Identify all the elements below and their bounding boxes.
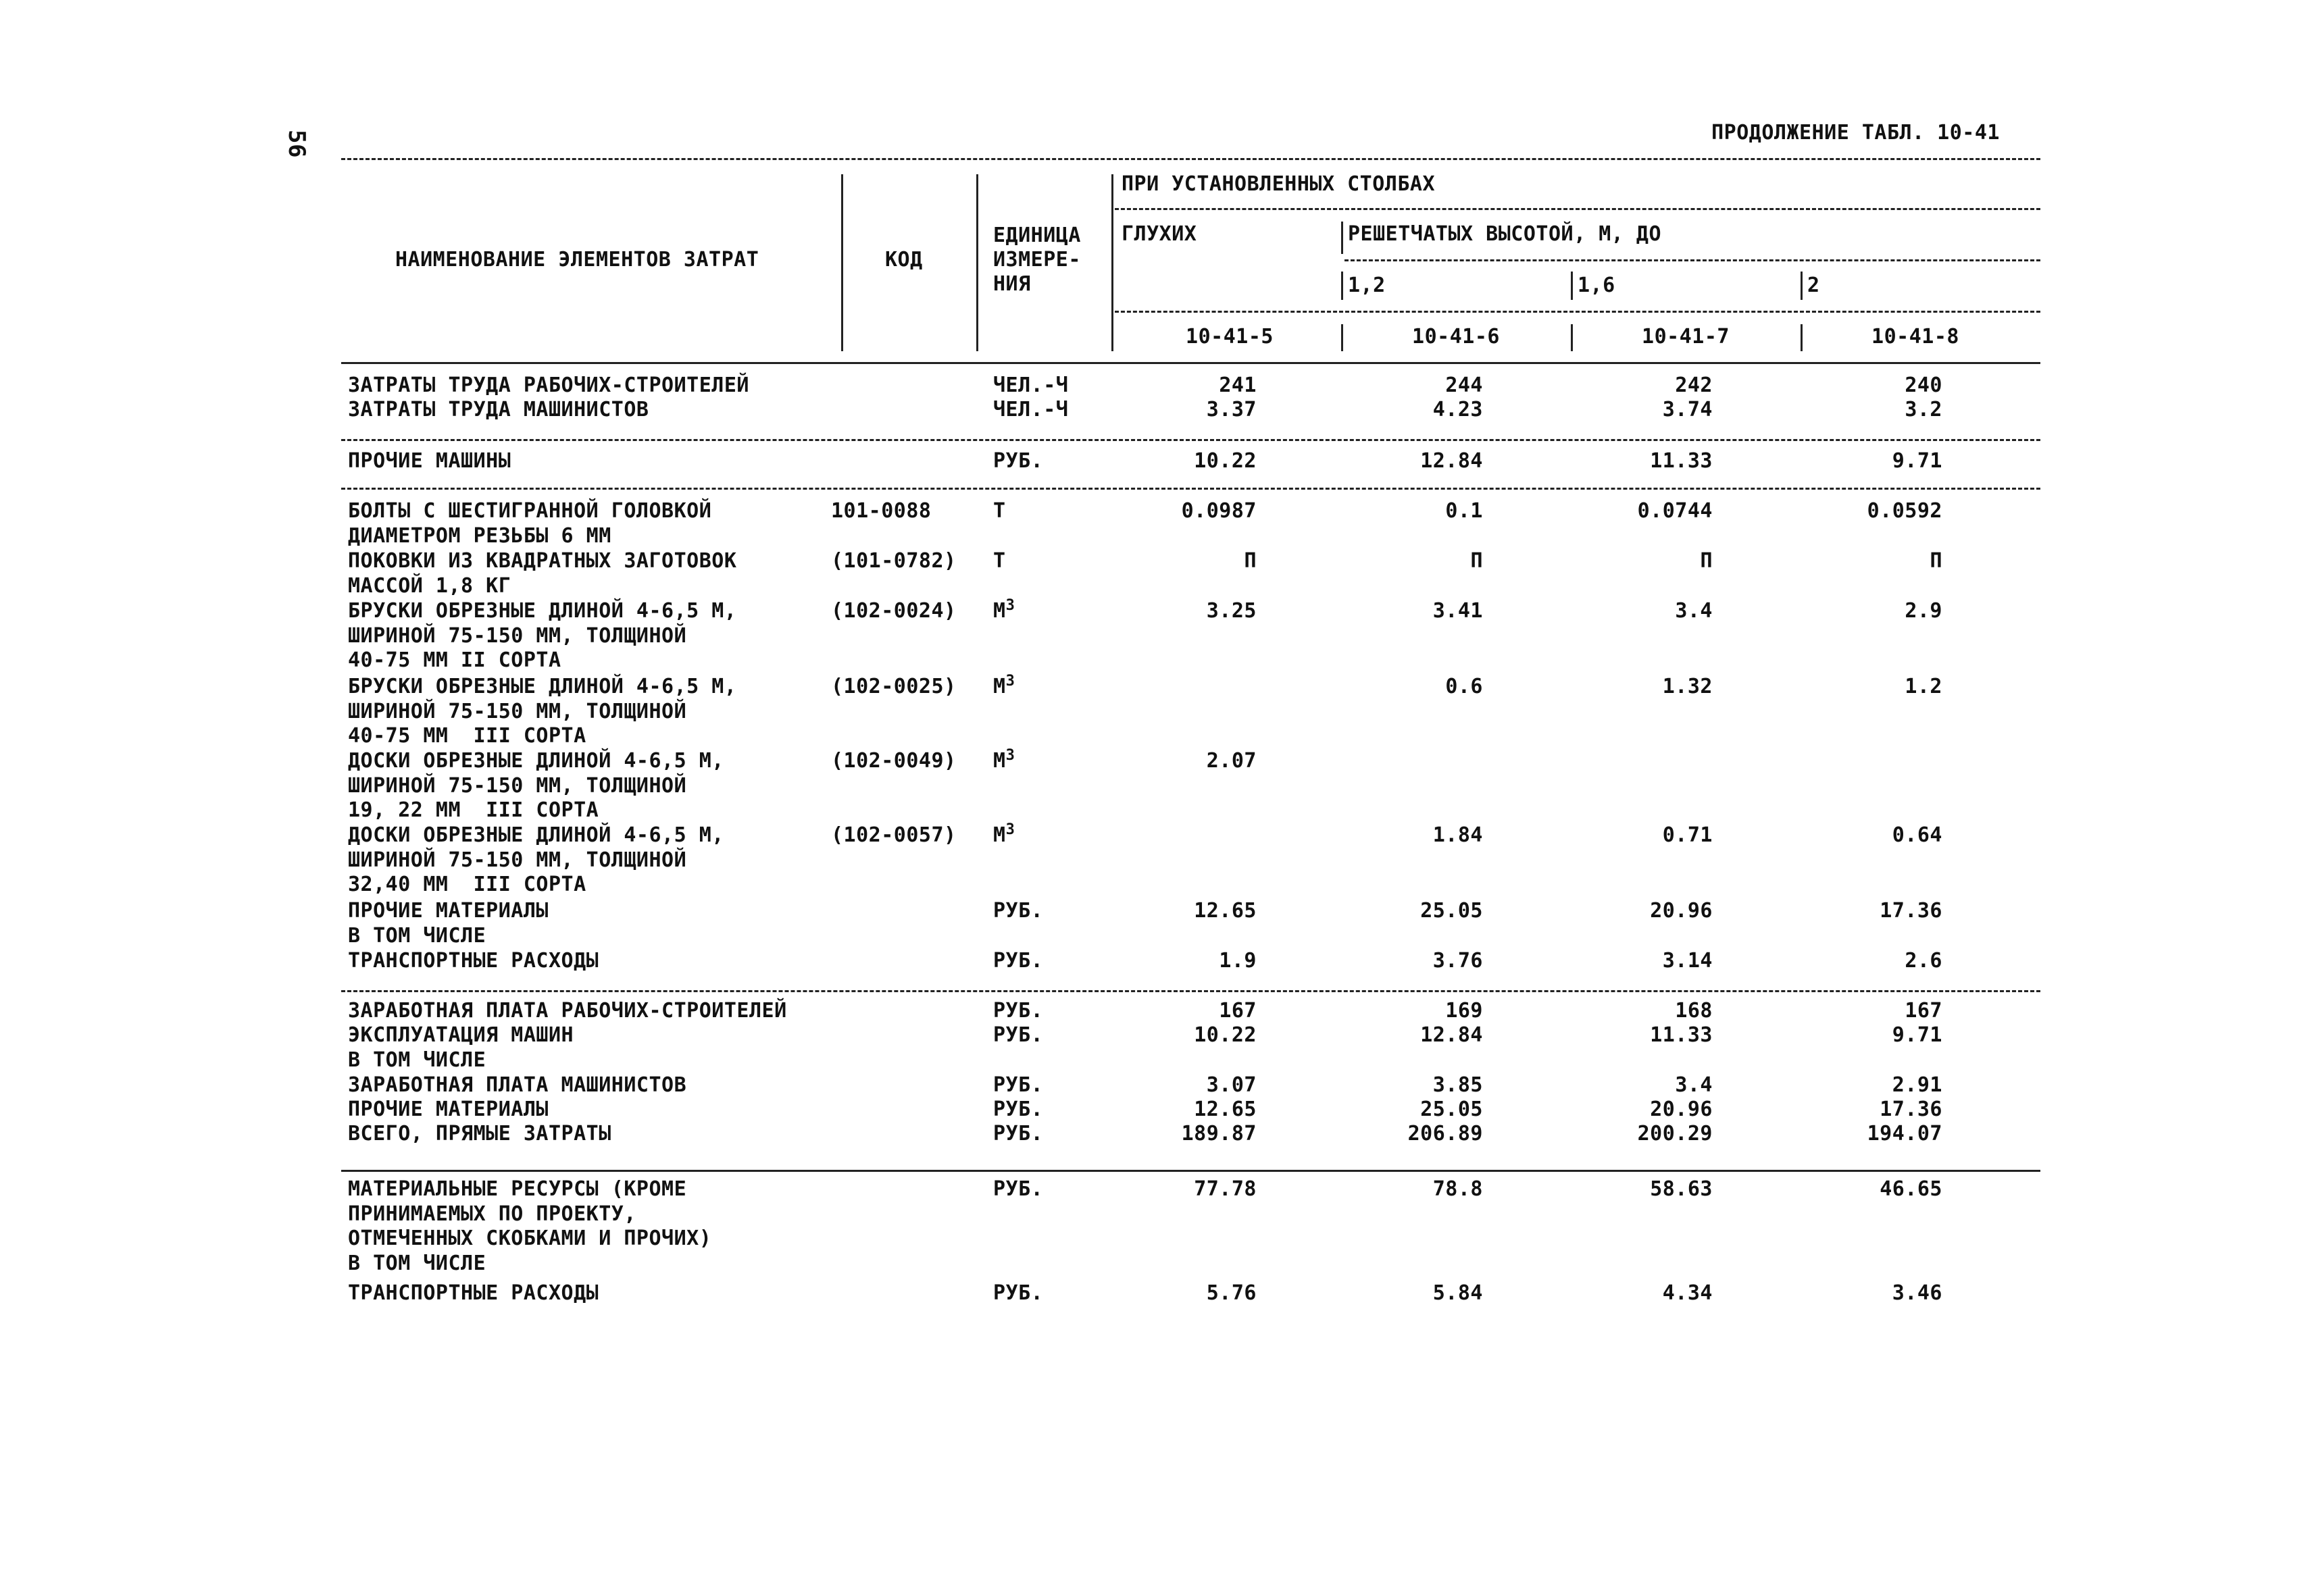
row-code: (102-0024) [831,599,957,623]
row-value-col-2: 3.41 [1432,599,1483,623]
row-value-col-1: 12.65 [1194,899,1257,923]
header-vsep-3 [1111,174,1113,351]
row-value-col-4: 0.64 [1892,823,1942,847]
row-value-col-4: 167 [1905,999,1942,1023]
row-value-col-1: 167 [1219,999,1257,1023]
row-value-col-1: 77.78 [1194,1177,1257,1201]
row-value-col-3: 20.96 [1650,1098,1713,1121]
row-code: (102-0057) [831,823,957,847]
header-unit-line-2: ИЗМЕРЕ- [993,248,1081,272]
row-name-line: ШИРИНОЙ 75-150 ММ, ТОЛЩИНОЙ [348,623,687,648]
header-height-3: 2 [1807,274,1820,297]
row-unit: ЧЕЛ.-Ч [993,374,1069,397]
row-value-col-1: 3.25 [1206,599,1257,623]
row-value-col-3: 242 [1675,374,1713,397]
row-name-line: МАТЕРИАЛЬНЫЕ РЕСУРСЫ (КРОМЕ [348,1177,687,1201]
row-name-line: В ТОМ ЧИСЛЕ [348,1048,486,1072]
row-unit: Т [993,549,1006,573]
header-name-col: НАИМЕНОВАНИЕ ЭЛЕМЕНТОВ ЗАТРАТ [395,248,759,272]
unit-superscript: 3 [1005,673,1015,690]
row-value-col-2: 25.05 [1420,1098,1483,1121]
row-name-line: ПРОЧИЕ МАШИНЫ [348,449,511,473]
row-name-line: БРУСКИ ОБРЕЗНЫЕ ДЛИНОЙ 4-6,5 М, [348,675,737,698]
row-value-col-2: 3.85 [1432,1073,1483,1097]
row-name-line: ЗАТРАТЫ ТРУДА МАШИНИСТОВ [348,398,649,421]
row-value-col-2: 12.84 [1420,449,1483,473]
header-vsep-h3 [1801,272,1803,300]
row-name-line: ШИРИНОЙ 75-150 ММ, ТОЛЩИНОЙ [348,773,687,798]
row-value-col-3: П [1700,549,1713,573]
header-unit-line-3: НИЯ [993,272,1031,296]
row-name-line: ТРАНСПОРТНЫЕ РАСХОДЫ [348,949,599,973]
row-value-col-1: 0.0987 [1181,499,1257,523]
row-value-col-3: 200.29 [1637,1122,1713,1145]
row-name-line: МАССОЙ 1,8 КГ [348,573,511,598]
header-vsep-2 [976,174,978,351]
row-name-line: ВСЕГО, ПРЯМЫЕ ЗАТРАТЫ [348,1122,611,1145]
row-value-col-3: 0.0744 [1637,499,1713,523]
row-name-line: ПРОЧИЕ МАТЕРИАЛЫ [348,899,549,923]
row-value-col-3: 11.33 [1650,449,1713,473]
row-value-col-2: 206.89 [1407,1122,1483,1145]
header-rule-heights [1115,311,2040,313]
row-value-col-1: 241 [1219,374,1257,397]
row-value-col-1: 1.9 [1219,949,1257,973]
row-value-col-4: 9.71 [1892,1023,1942,1047]
row-value-col-3: 168 [1675,999,1713,1023]
row-name-line: 40-75 ММ III СОРТА [348,724,586,748]
header-vsep-c2 [1571,324,1573,351]
unit-superscript: 3 [1005,597,1015,614]
row-unit: РУБ. [993,999,1044,1023]
row-value-col-2: П [1470,549,1483,573]
row-value-col-4: 0.0592 [1867,499,1942,523]
row-unit: $М^3$ [993,747,1015,773]
row-unit: $М^3$ [993,821,1015,847]
row-name-line: ДОСКИ ОБРЕЗНЫЕ ДЛИНОЙ 4-6,5 М, [348,749,724,773]
row-value-col-4: 46.65 [1880,1177,1942,1201]
header-vsep-c3 [1801,324,1803,351]
header-code-6: 10-41-6 [1412,325,1500,349]
header-height-1: 1,2 [1348,274,1386,297]
row-name-line: БРУСКИ ОБРЕЗНЫЕ ДЛИНОЙ 4-6,5 М, [348,599,737,623]
row-value-col-1: 2.07 [1206,749,1257,773]
header-vsep-c1 [1341,324,1343,351]
row-value-col-2: 25.05 [1420,899,1483,923]
row-value-col-1: 189.87 [1181,1122,1257,1145]
row-unit: РУБ. [993,1023,1044,1047]
header-code-col: КОД [885,248,923,272]
header-lattice: РЕШЕТЧАТЫХ ВЫСОТОЙ, М, ДО [1348,222,1662,246]
row-value-col-2: 3.76 [1432,949,1483,973]
header-bottom-rule [341,362,2040,364]
row-value-col-2: 12.84 [1420,1023,1483,1047]
row-name-line: ПОКОВКИ ИЗ КВАДРАТНЫХ ЗАГОТОВОК [348,549,737,573]
row-value-col-2: 78.8 [1432,1177,1483,1201]
row-value-col-4: 1.2 [1905,675,1942,698]
section-rule-4 [341,1170,2040,1172]
row-value-col-4: 17.36 [1880,899,1942,923]
row-name-line: БОЛТЫ С ШЕСТИГРАННОЙ ГОЛОВКОЙ [348,499,712,523]
row-name-line: 32,40 ММ III СОРТА [348,873,586,896]
row-value-col-4: 194.07 [1867,1122,1942,1145]
row-code: (102-0049) [831,749,957,773]
row-value-col-2: 4.23 [1432,398,1483,421]
row-code: 101-0088 [831,499,932,523]
row-unit: РУБ. [993,949,1044,973]
section-rule-3 [341,990,2040,992]
continuation-title: ПРОДОЛЖЕНИЕ ТАБЛ. 10-41 [1711,121,2000,145]
header-vsep-lattice [1341,222,1343,254]
row-value-col-4: 2.6 [1905,949,1942,973]
row-value-col-3: 0.71 [1662,823,1713,847]
row-unit: ЧЕЛ.-Ч [993,398,1069,421]
row-value-col-1: П [1244,549,1257,573]
row-value-col-1: 5.76 [1206,1281,1257,1305]
header-vsep-h2 [1571,272,1573,300]
row-code: (101-0782) [831,549,957,573]
header-vsep-1 [841,174,843,351]
header-top-rule [341,158,2040,160]
row-value-col-3: 3.4 [1675,1073,1713,1097]
header-code-5: 10-41-5 [1186,325,1274,349]
row-unit: $М^3$ [993,597,1015,623]
row-value-col-3: 4.34 [1662,1281,1713,1305]
row-value-col-1: 3.07 [1206,1073,1257,1097]
header-code-8: 10-41-8 [1871,325,1959,349]
row-code: (102-0025) [831,675,957,698]
header-rule-lattice [1344,259,2040,261]
row-value-col-2: 1.84 [1432,823,1483,847]
row-name-line: 19, 22 ММ III СОРТА [348,798,599,822]
row-value-col-4: 2.91 [1892,1073,1942,1097]
row-unit: Т [993,499,1006,523]
row-name-line: ЗАРАБОТНАЯ ПЛАТА РАБОЧИХ-СТРОИТЕЛЕЙ [348,999,787,1023]
row-name-line: 40-75 ММ II СОРТА [348,648,561,672]
row-value-col-4: 3.46 [1892,1281,1942,1305]
row-name-line: ШИРИНОЙ 75-150 ММ, ТОЛЩИНОЙ [348,848,687,872]
row-unit: РУБ. [993,1177,1044,1201]
row-value-col-4: 2.9 [1905,599,1942,623]
header-group-title: ПРИ УСТАНОВЛЕННЫХ СТОЛБАХ [1122,172,1436,196]
header-unit-line-1: ЕДИНИЦА [993,224,1081,247]
row-value-col-2: 5.84 [1432,1281,1483,1305]
row-unit: РУБ. [993,1281,1044,1305]
row-value-col-3: 3.4 [1675,599,1713,623]
row-value-col-3: 58.63 [1650,1177,1713,1201]
section-rule-1 [341,439,2040,441]
row-unit: РУБ. [993,1098,1044,1121]
row-value-col-3: 1.32 [1662,675,1713,698]
header-rule-group [1115,208,2040,210]
header-code-7: 10-41-7 [1642,325,1730,349]
unit-superscript: 3 [1005,747,1015,764]
row-value-col-4: 17.36 [1880,1098,1942,1121]
row-unit: РУБ. [993,1073,1044,1097]
row-name-line: ДИАМЕТРОМ РЕЗЬБЫ 6 ММ [348,523,611,548]
row-value-col-3: 3.74 [1662,398,1713,421]
row-name-line: ПРИНИМАЕМЫХ ПО ПРОЕКТУ, [348,1202,636,1226]
header-solid: ГЛУХИХ [1122,222,1197,246]
row-name-line: ОТМЕЧЕННЫХ СКОБКАМИ И ПРОЧИХ) [348,1227,712,1250]
row-value-col-4: П [1930,549,1942,573]
row-name-line: ДОСКИ ОБРЕЗНЫЕ ДЛИНОЙ 4-6,5 М, [348,823,724,847]
row-value-col-4: 9.71 [1892,449,1942,473]
row-value-col-3: 3.14 [1662,949,1713,973]
header-height-2: 1,6 [1578,274,1615,297]
page-number: 56 [282,130,310,158]
row-unit: РУБ. [993,1122,1044,1145]
row-unit: РУБ. [993,899,1044,923]
row-value-col-2: 244 [1445,374,1483,397]
row-value-col-2: 0.6 [1445,675,1483,698]
row-name-line: В ТОМ ЧИСЛЕ [348,923,486,948]
row-name-line: ТРАНСПОРТНЫЕ РАСХОДЫ [348,1281,599,1305]
row-value-col-2: 0.1 [1445,499,1483,523]
row-value-col-4: 3.2 [1905,398,1942,421]
row-name-line: ЗАРАБОТНАЯ ПЛАТА МАШИНИСТОВ [348,1073,687,1097]
row-value-col-3: 11.33 [1650,1023,1713,1047]
row-value-col-1: 10.22 [1194,449,1257,473]
row-unit: $М^3$ [993,673,1015,698]
section-rule-2 [341,488,2040,490]
row-unit: РУБ. [993,449,1044,473]
row-value-col-2: 169 [1445,999,1483,1023]
row-name-line: ПРОЧИЕ МАТЕРИАЛЫ [348,1098,549,1121]
row-name-line: ЗАТРАТЫ ТРУДА РАБОЧИХ-СТРОИТЕЛЕЙ [348,374,749,397]
row-name-line: ШИРИНОЙ 75-150 ММ, ТОЛЩИНОЙ [348,699,687,723]
row-value-col-4: 240 [1905,374,1942,397]
unit-superscript: 3 [1005,821,1015,838]
row-name-line: В ТОМ ЧИСЛЕ [348,1251,486,1275]
row-value-col-1: 3.37 [1206,398,1257,421]
row-value-col-1: 12.65 [1194,1098,1257,1121]
row-value-col-1: 10.22 [1194,1023,1257,1047]
row-name-line: ЭКСПЛУАТАЦИЯ МАШИН [348,1023,574,1047]
header-vsep-h1 [1341,272,1343,300]
row-value-col-3: 20.96 [1650,899,1713,923]
